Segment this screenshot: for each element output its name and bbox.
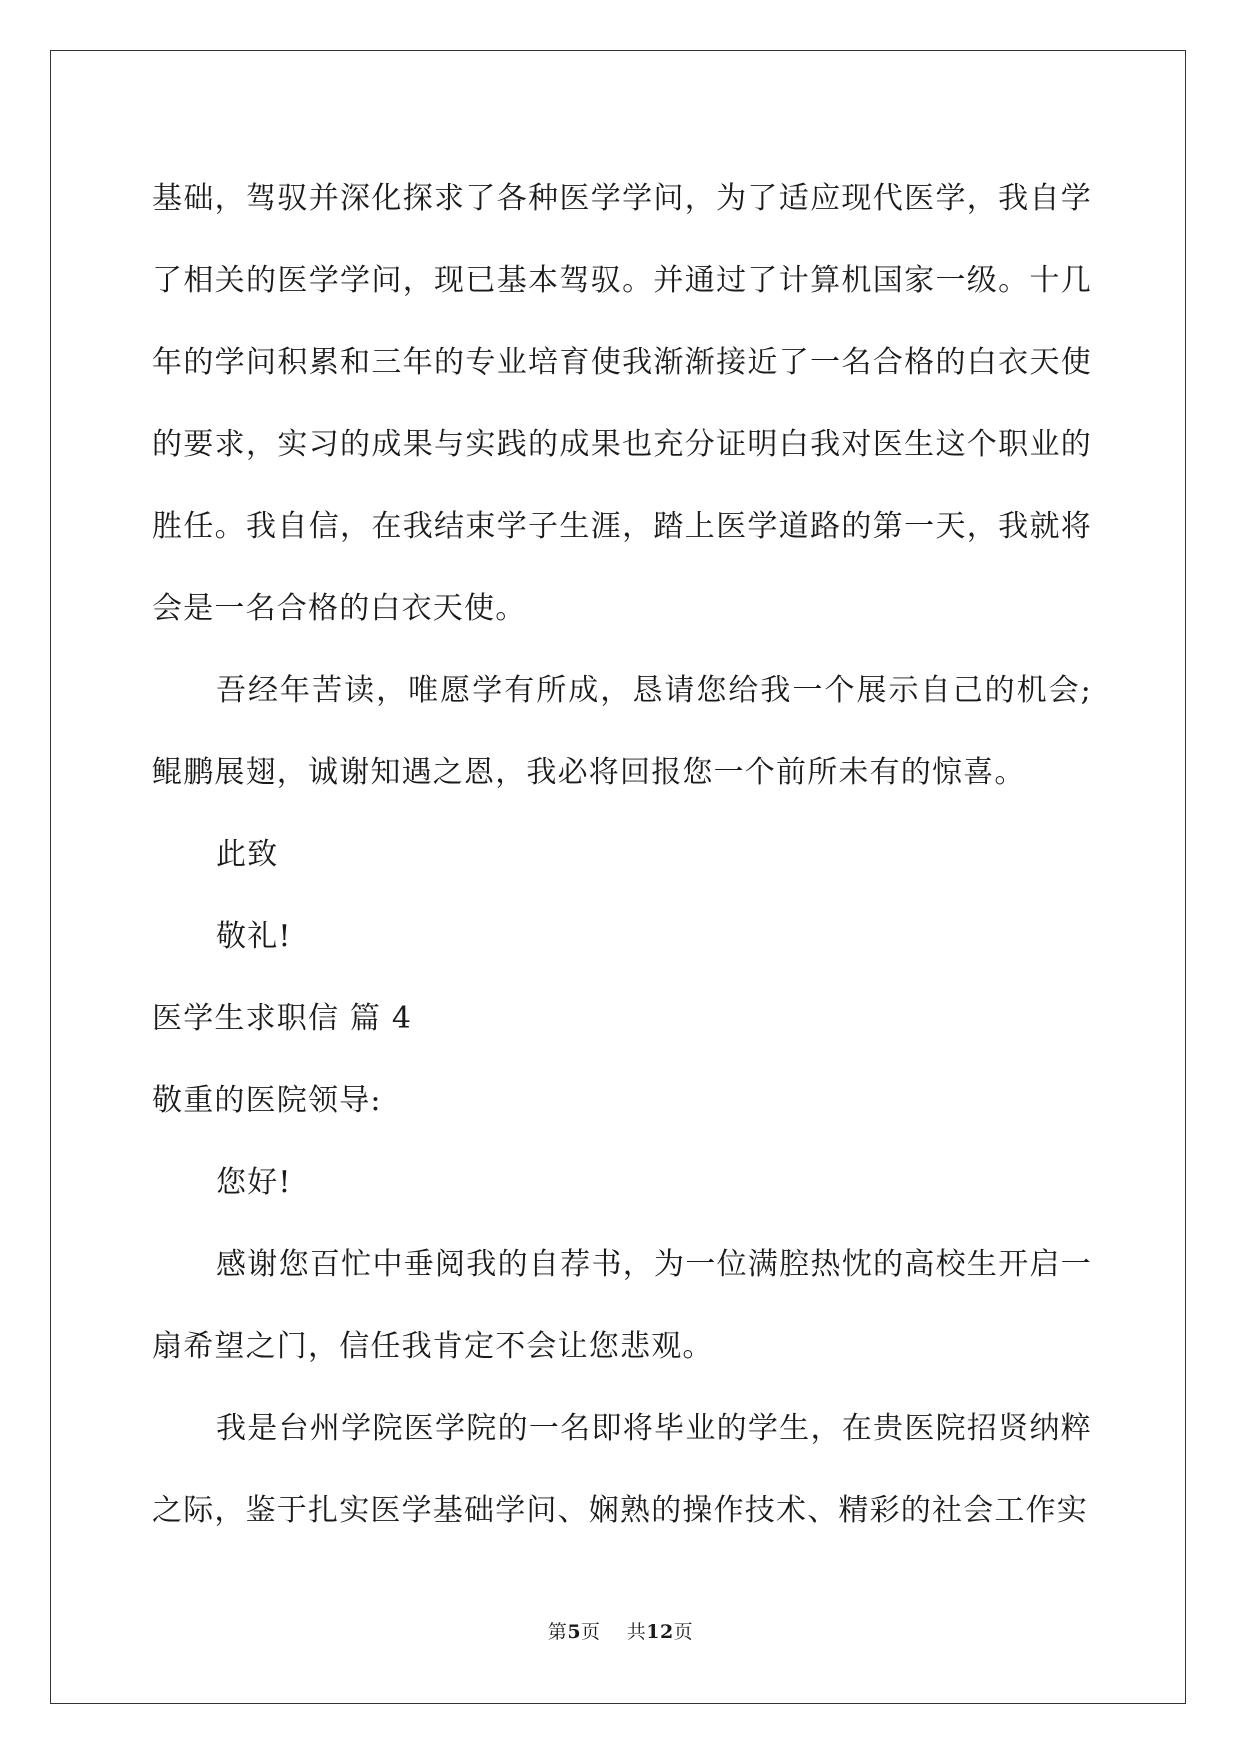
letter-greeting: 敬重的医院领导: [152, 1083, 382, 1118]
paragraph-thanks: 感谢您百忙中垂阅我的自荐书，为一位满腔热忱的高校生开启一扇希望之门，信任我肯定不会让您悲观。 [152, 1247, 1092, 1364]
paragraph-request: 吾经年苦读，唯愿学有所成，恳请您给我一个展示自己的机会;鲲鹏展翅，诚谢知遇之恩，我必将回报您一个前所未有的惊喜。 [152, 673, 1092, 790]
closing-regards: 敬礼! [216, 919, 292, 954]
section-heading: 医学生求职信 篇 4 [152, 1001, 413, 1036]
footer-total-pages: 12 [646, 1621, 674, 1643]
footer-prefix: 第 [547, 1621, 568, 1643]
page-footer [0, 1617, 1241, 1644]
footer-suffix: 页 [673, 1621, 694, 1643]
document-body [152, 158, 1092, 1552]
footer-middle: 页 共 [581, 1621, 647, 1643]
letter-hello: 您好! [216, 1165, 292, 1200]
closing-salutation: 此致 [216, 837, 279, 872]
paragraph-introduction: 我是台州学院医学院的一名即将毕业的学生，在贵医院招贤纳粹之际，鉴于扎实医学基础学问、娴熟的操作技术、精彩的社会工作实 [152, 1411, 1092, 1528]
footer-page-number: 5 [567, 1621, 582, 1643]
paragraph-qualifications: 基础，驾驭并深化探求了各种医学学问，为了适应现代医学，我自学了相关的医学学问，现已基本驾驭。并通过了计算机国家一级。十几年的学问积累和三年的专业培育使我渐渐接近了一名合格的白衣天使的要求，实习的成果与实践的成果也充分证明白我对医生这个职业的胜任。我自信，在我结束学子生涯，踏上医学道路的第一天，我就将会是一名合格的白衣天使。 [152, 181, 1092, 626]
